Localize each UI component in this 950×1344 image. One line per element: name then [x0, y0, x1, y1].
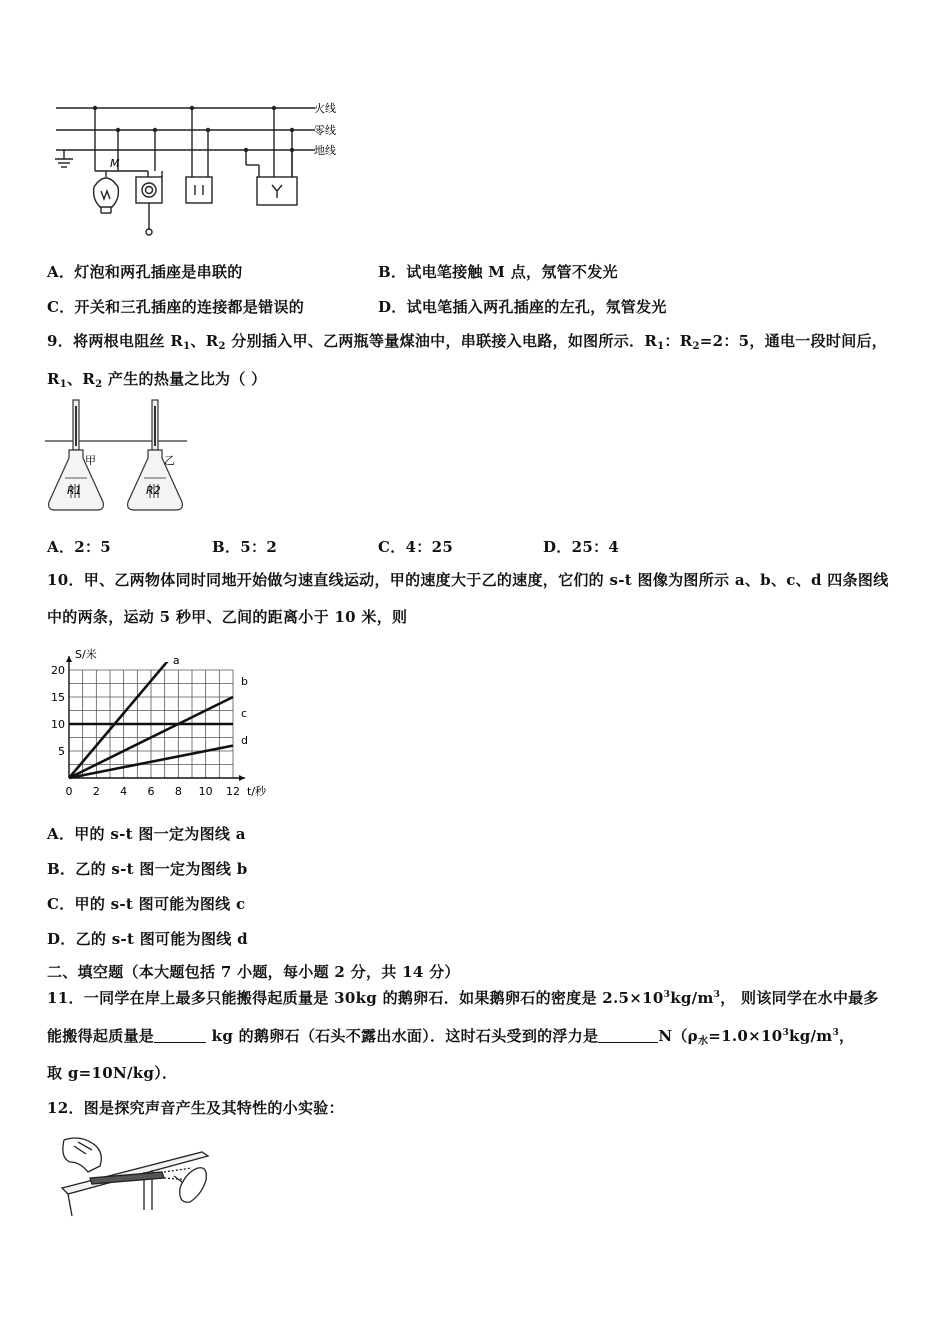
q9-option-b: B．5：2 [212, 538, 278, 556]
flask-r2-label: R2 [146, 484, 161, 497]
x-tick-label: 2 [92, 785, 100, 798]
q11-stem-line1: 11．一同学在岸上最多只能搬得起质量是 30kg 的鹅卵石．如果鹅卵石的密度是 $2.5\times 10^3kg/m^3$， 则该同学在水中最多 [47, 989, 879, 1007]
q10-option-d: D．乙的 s-t 图可能为图线 d [47, 930, 248, 948]
q9-option-a: A．2：5 [47, 538, 112, 556]
q10-stem-line1: 10．甲、乙两物体同时同地开始做匀速直线运动，甲的速度大于乙的速度，它们的 s-t 图像为图所示 a、b、c、d 四条图线 [47, 571, 889, 589]
q10-option-c: C．甲的 s-t 图可能为图线 c [47, 895, 246, 913]
q9-option-c: C．4：25 [378, 538, 454, 556]
flask-yi-label: 乙 [164, 454, 175, 467]
q9-stem-line1: 9．将两根电阻丝 $R_1$、$R_2$ 分别插入甲、乙两瓶等量煤油中，串联接入电路，如图所示．$R_1$：$R_2=2$：5，通电一段时间后， [47, 332, 888, 352]
q10-stem-line2: 中的两条，运动 5 秒甲、乙间的距离小于 10 米，则 [47, 608, 408, 626]
household-circuit-diagram [40, 95, 400, 245]
section-heading: 二、填空题（本大题包括 7 小题，每小题 2 分，共 14 分） [47, 963, 460, 981]
x-tick-label: 4 [120, 785, 128, 798]
q10-option-a: A．甲的 s-t 图一定为图线 a [47, 825, 246, 843]
q11-blank-buoyancy[interactable] [598, 1028, 658, 1043]
series-label-d: d [241, 734, 248, 748]
y-axis-arrow [66, 656, 72, 662]
series-label-b: b [241, 674, 248, 688]
point-m-label: M [110, 157, 120, 170]
q8-option-d: D．试电笔插入两孔插座的左孔，氖管发光 [378, 298, 667, 316]
y-tick-label: 15 [51, 691, 65, 704]
q11-stem-line3: 取 g=10N/kg）． [47, 1064, 178, 1082]
neutral-wire-label: 零线 [314, 124, 336, 137]
ruler-sound-experiment-illustration [52, 1132, 212, 1222]
x-tick-label: 10 [198, 785, 213, 798]
q9-stem-line2: $R_1$、$R_2$ 产生的热量之比为（ ） [47, 370, 267, 390]
series-label-c: c [241, 707, 248, 721]
ground-wire-label: 地线 [314, 144, 336, 157]
x-tick-label: 0 [65, 785, 73, 798]
q9-option-d: D．25：4 [543, 538, 620, 556]
q8-option-a: A．灯泡和两孔插座是串联的 [47, 263, 243, 281]
y-tick-label: 10 [51, 718, 65, 731]
chart-series [69, 654, 248, 778]
x-tick-label: 6 [147, 785, 155, 798]
q8-option-b: B．试电笔接触 M 点，氖管不发光 [378, 263, 618, 281]
live-wire-label: 火线 [314, 102, 336, 115]
y-axis-label: S/米 [75, 648, 97, 661]
q10-option-b: B．乙的 s-t 图一定为图线 b [47, 860, 248, 878]
flasks-diagram [45, 398, 205, 523]
q12-stem: 12．图是探究声音产生及其特性的小实验： [47, 1099, 344, 1117]
flask-r1-label: R1 [67, 484, 82, 497]
series-label-a: a [172, 654, 180, 667]
x-tick-label: 8 [174, 785, 182, 798]
x-tick-label: 12 [226, 785, 240, 798]
q11-stem-line2: 能搬得起质量是 kg 的鹅卵石（石头不露出水面）．这时石头受到的浮力是 $N(\rho_水=1.0\times 10^3kg/m^3$， [47, 1027, 855, 1047]
y-tick-label: 20 [51, 664, 65, 677]
x-axis-label: t/秒 [247, 785, 267, 798]
flask-jia-label: 甲 [85, 454, 96, 467]
s-t-chart [45, 638, 285, 798]
x-axis-arrow [239, 775, 245, 781]
y-tick-label: 5 [58, 745, 65, 758]
q8-option-c: C．开关和三孔插座的连接都是错误的 [47, 298, 305, 316]
q11-blank-mass[interactable] [154, 1028, 206, 1043]
